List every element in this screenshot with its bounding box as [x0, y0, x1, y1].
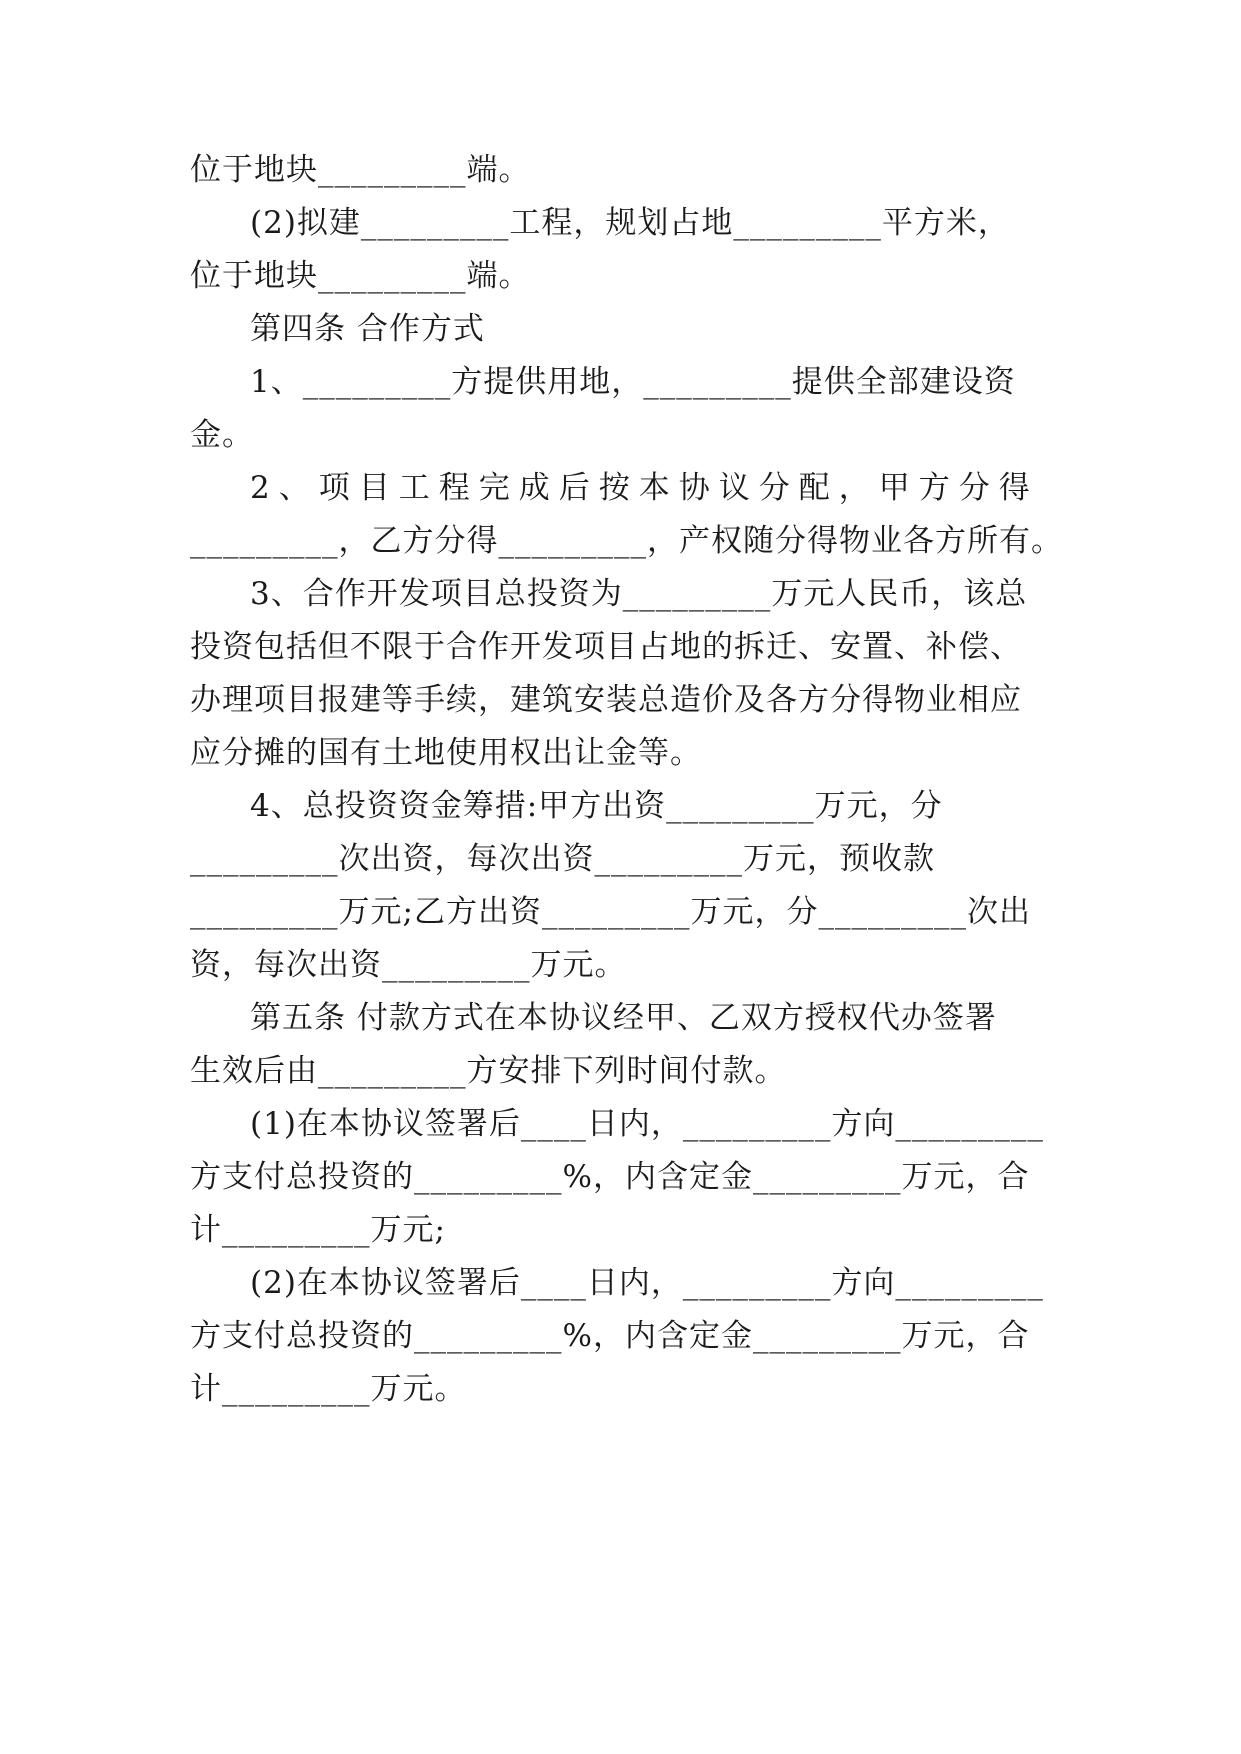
- text-line: (2)拟建_________工程，规划占地_________平方米，: [250, 205, 1010, 241]
- text-line: 计_________万元。: [190, 1371, 467, 1407]
- text-line: _________万元;乙方出资_________万元，分_________次出: [190, 894, 1031, 930]
- text-line: 方支付总投资的_________%，内含定金_________万元，合: [190, 1159, 1030, 1195]
- text-line: (2)在本协议签署后____日内，_________方向_________: [250, 1265, 1044, 1301]
- text-line: 2、项目工程完成后按本协议分配，甲方分得: [250, 470, 1039, 506]
- text-line: 位于地块_________端。: [190, 152, 531, 188]
- text-line: 金。: [190, 417, 254, 453]
- text-line: 资，每次出资_________万元。: [190, 947, 627, 983]
- text-line: 1、_________方提供用地，_________提供全部建设资: [250, 364, 1016, 400]
- text-line: 3、合作开发项目总投资为_________万元人民币，该总: [250, 576, 1028, 612]
- text-line: 计_________万元;: [190, 1212, 446, 1248]
- text-line: _________，乙方分得_________，产权随分得物业各方所有。: [190, 523, 1063, 559]
- text-line: 方支付总投资的_________%，内含定金_________万元，合: [190, 1318, 1030, 1354]
- text-line: 4、总投资资金筹措:甲方出资_________万元，分: [250, 788, 943, 824]
- section-heading: 第五条 付款方式在本协议经甲、乙双方授权代办签署: [250, 1000, 997, 1036]
- text-line: (1)在本协议签署后____日内，_________方向_________: [250, 1106, 1044, 1142]
- section-heading: 第四条 合作方式: [250, 311, 485, 347]
- text-line: 投资包括但不限于合作开发项目占地的拆迁、安置、补偿、: [190, 629, 1022, 665]
- text-line: _________次出资，每次出资_________万元，预收款: [190, 841, 935, 877]
- text-line: 位于地块_________端。: [190, 258, 531, 294]
- text-line: 应分摊的国有土地使用权出让金等。: [190, 735, 702, 771]
- text-line: 办理项目报建等手续，建筑安装总造价及各方分得物业相应: [190, 682, 1022, 718]
- text-line: 生效后由_________方安排下列时间付款。: [190, 1053, 787, 1089]
